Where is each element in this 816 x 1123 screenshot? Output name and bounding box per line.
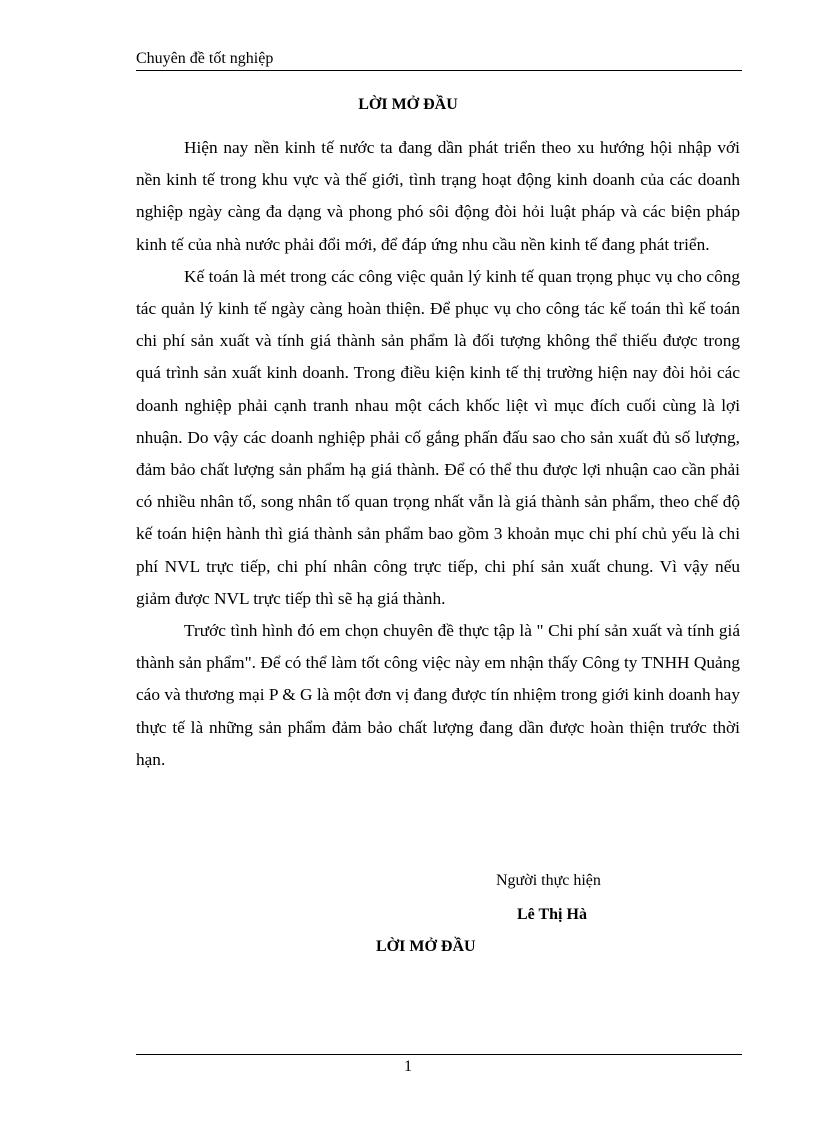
paragraph-2: Kế toán là mét trong các công việc quản lý kinh tế quan trọng phục vụ cho công tác quản lý kinh tế ngày càng hoàn thiện. Để phục vụ cho công tác kế toán thì kế toán chi phí sản xuất và tính giá thành sản phẩm là đối tượng không thể thiếu được trong quá trình sản xuất kinh doanh. Trong điều kiện kinh tế thị trường hiện nay đòi hỏi các doanh nghiệp phải cạnh tranh nhau một cách khốc liệt vì mục đích cuối cùng là lợi nhuận. Do vậy các doanh nghiệp phải cố gắng phấn đấu sao cho sản xuất đủ số lượng, đảm bảo chất lượng sản phẩm hạ giá thành. Để có thể thu được lợi nhuận cao cần phải có nhiều nhân tố, song nhân tố quan trọng nhất vẫn là giá thành sản phẩm, theo chế độ kế toán hiện hành thì giá thành sản phẩm bao gồm 3 khoản mục chi phí chủ yếu là chi phí NVL trực tiếp, chi phí nhân công trực tiếp, chi phí sản xuất chung. Vì vậy nếu giảm được NVL trực tiếp thì sẽ hạ giá thành. xyxy=(136,266,740,608)
signer-role: Người thực hiện xyxy=(496,872,601,889)
body-text xyxy=(136,132,740,776)
page-title: LỜI MỞ ĐẦU xyxy=(358,96,458,113)
header-rule xyxy=(136,70,742,71)
signer-name: Lê Thị Hà xyxy=(517,906,587,923)
repeated-heading: LỜI MỞ ĐẦU xyxy=(376,938,476,955)
paragraph-1: Hiện nay nền kinh tế nước ta đang dần phát triển theo xu hướng hội nhập với nền kinh tế trong khu vực và thế giới, tình trạng hoạt động kinh doanh của các doanh nghiệp ngày càng đa dạng và phong phó sôi động đòi hỏi luật pháp và các biện pháp kinh tế của nhà nước phải đổi mới, để đáp ứng nhu cầu nền kinh tế đang phát triển. xyxy=(136,138,740,254)
paragraph-3: Trước tình hình đó em chọn chuyên đề thực tập là " Chi phí sản xuất và tính giá thành sản phẩm". Để có thể làm tốt công việc này em nhận thấy Công ty TNHH Quảng cáo và thương mại P & G là một đơn vị đang được tín nhiệm trong giới kinh doanh hay thực tế là những sản phẩm đảm bảo chất lượng đang dần được hoàn thiện trước thời hạn. xyxy=(136,621,740,769)
running-header: Chuyên đề tốt nghiệp xyxy=(136,50,274,67)
page-number: 1 xyxy=(404,1058,412,1075)
footer-rule xyxy=(136,1054,742,1055)
